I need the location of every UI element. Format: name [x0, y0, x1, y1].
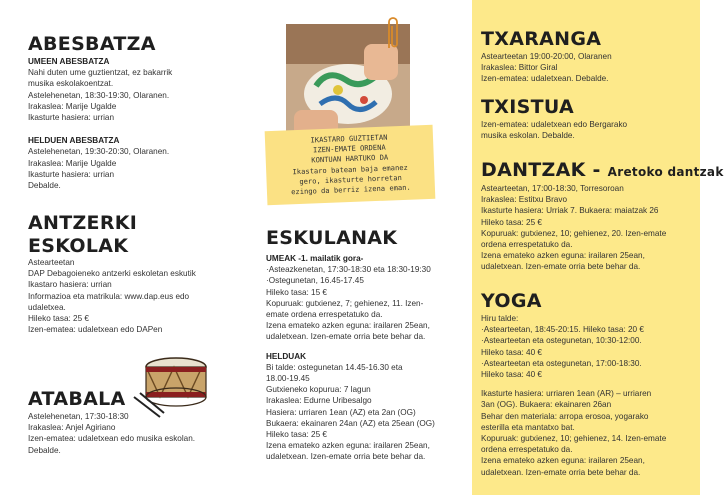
eskulanak-line: udaletxean. Izen-emate orria bete behar da. [266, 452, 426, 462]
yoga-line: 3an (OG). Bukaera: ekainaren 26an [481, 400, 612, 410]
yoga-line: Hileko tasa: 40 € [481, 370, 542, 380]
eskulanak-line: Bukaera: ekainaren 24an (AZ) eta 25ean (OG) [266, 418, 435, 428]
txaranga-heading: TXARANGA [481, 28, 602, 50]
yoga-line: esterilla eta mantatxo bat. [481, 422, 575, 432]
dantzak-title: DANTZAK - [481, 159, 601, 181]
dantzak-line: Kopuruak: gutxienez, 10; gehienez, 20. Izen-emate [481, 228, 667, 238]
yoga-heading: YOGA [481, 290, 542, 312]
txistua-heading: TXISTUA [481, 96, 574, 118]
abesbatza-section [28, 56, 172, 191]
dantzak-line: udaletxean. Izen-emate orria bete behar da. [481, 262, 641, 272]
eskulanak-line: Kopuruak: gutxienez, 7; gehienez, 11. Izen- [266, 298, 424, 308]
yoga-line: Izena emateko azken eguna: irailaren 25ean, [481, 456, 645, 466]
atabala-line: Irakaslea: Anjel Agiriano [28, 423, 116, 433]
txaranga-line: Izen-ematea: udaletxean. Debalde. [481, 74, 609, 84]
yoga-line: ·Astearteetan, 18:45-20:15. Hileko tasa: 20 € [481, 325, 644, 335]
abesbatza-line: Nahi duten ume guztientzat, ez bakarrik [28, 68, 173, 78]
eskulanak-line: ·Ostegunetan, 16.45-17.45 [266, 276, 364, 286]
umeen-abesbatza-title: UMEEN ABESBATZA [28, 57, 110, 66]
antzerki-line: DAP Debagoieneko antzerki eskoletan eskutik [28, 269, 196, 279]
eskulanak-line: udaletxean. Izen-emate orria bete behar da. [266, 332, 426, 342]
abesbatza-line: Irakaslea: Marije Ugalde [28, 101, 117, 111]
dantzak-line: Izena emateko azken eguna: irailaren 25ean, [481, 251, 645, 261]
antzerki-line: udaletxea. [28, 302, 66, 312]
yoga-line: Hiru talde: [481, 314, 519, 323]
dantzak-line: Astearteetan, 17:00-18:30, Torresoroan [481, 184, 624, 193]
eskulanak-section [266, 253, 435, 463]
yoga-line: Behar den materiala: arropa erosoa, yogarako [481, 411, 649, 421]
registration-note [265, 125, 436, 205]
abesbatza-line: Ikasturte hasiera: urrian [28, 169, 115, 179]
eskulanak-line: ·Asteazkenetan, 17:30-18:30 eta 18:30-19:30 [266, 265, 431, 275]
eskulanak-line: Bi talde: ostegunetan 14.45-16.30 eta [266, 362, 403, 372]
txistua-section [481, 119, 627, 141]
yoga-line: ·Astearteetan eta ostegunetan, 17:00-18:30. [481, 358, 642, 368]
yoga-line: udaletxean. Izen-emate orria bete behar da. [481, 467, 641, 477]
antzerki-section [28, 257, 196, 335]
umeak-title: UMEAK -1. mailatik gora- [266, 254, 364, 263]
antzerki-heading-line1: ANTZERKI [28, 212, 138, 234]
txistua-line: musika eskolan. Debalde. [481, 131, 575, 141]
atabala-line: Debalde. [28, 445, 61, 455]
yoga-line: Ikasturte hasiera: urriaren 1ean (AR) – urriaren [481, 389, 652, 399]
note-line: KONTUAN HARTUKO DA [311, 152, 389, 165]
antzerki-line: Hileko tasa: 25 € [28, 314, 89, 324]
dantzak-section [481, 183, 666, 273]
txistua-line: Izen-ematea: udaletxean edo Bergarako [481, 120, 628, 129]
abesbatza-line: Debalde. [28, 181, 61, 191]
eskulanak-line: Hileko tasa: 15 € [266, 287, 327, 297]
abesbatza-line: musika eskolakoentzat. [28, 79, 114, 89]
eskulanak-line: Irakaslea: Edurne Uribesalgo [266, 396, 372, 406]
yoga-line: Kopuruak: gutxienez, 10; gehienez, 14. Izen-emate [481, 434, 667, 444]
drum-illustration [130, 345, 210, 425]
eskulanak-heading: ESKULANAK [266, 227, 398, 249]
yoga-line: ·Astearteetan eta ostegunetan, 10:30-12:00. [481, 336, 642, 346]
antzerki-line: Izen-ematea: udaletxean edo DAPen [28, 325, 163, 335]
eskulanak-line: 18.00-19.45 [266, 374, 310, 384]
dantzak-line: Hileko tasa: 25 € [481, 217, 542, 227]
txaranga-line: Irakaslea: Bittor Giral [481, 63, 558, 73]
yoga-line: ordena errespetatuko da. [481, 445, 573, 455]
antzerki-line: Ikastaro hasiera: urrian [28, 280, 112, 290]
abesbatza-line: Astelehenetan, 19:30-20:30, Olaranen. [28, 147, 170, 157]
eskulanak-line: Gutxieneko kopurua: 7 lagun [266, 385, 371, 395]
abesbatza-line: Astelehenetan, 18:30-19:30, Olaranen. [28, 90, 170, 100]
eskulanak-line: Izena emateko azken eguna: irailaren 25ean, [266, 441, 430, 451]
note-line: IKASTARO GUZTIETAN [310, 132, 388, 145]
yoga-section [481, 313, 666, 478]
abesbatza-line: Ikasturte hasiera: urrian [28, 113, 115, 123]
helduen-abesbatza-title: HELDUEN ABESBATZA [28, 136, 120, 146]
note-line: IZEN-EMATE ORDENA [312, 142, 386, 155]
eskulanak-line: Hileko tasa: 25 € [266, 430, 327, 440]
helduak-title: HELDUAK [266, 351, 307, 361]
dantzak-subtitle: Aretoko dantzak [607, 165, 724, 179]
atabala-line: Astelehenetan, 17:30-18:30 [28, 412, 129, 421]
abesbatza-heading: ABESBATZA [28, 33, 156, 55]
eskulanak-line: Hasiera: urriaren 1ean (AZ) eta 2an (OG) [266, 407, 416, 417]
dantzak-line: ordena errespetatuko da. [481, 240, 573, 250]
dantzak-line: Ikasturte hasiera: Urriak 7. Bukaera: maiatzak 26 [481, 206, 659, 216]
yoga-line: Hileko tasa: 40 € [481, 347, 542, 357]
dantzak-line: Irakaslea: Estitxu Bravo [481, 195, 568, 205]
txaranga-section [481, 51, 612, 85]
atabala-line: Izen-ematea: udaletxean edo musika eskolan. [28, 434, 196, 444]
antzerki-heading-line2: ESKOLAK [28, 235, 129, 257]
eskulanak-line: Izena emateko azken eguna: irailaren 25ean, [266, 321, 430, 331]
txaranga-line: Astearteetan 19:00-20:00, Olaranen [481, 52, 612, 61]
atabala-heading: ATABALA [28, 388, 126, 410]
abesbatza-line: Irakaslea: Marije Ugalde [28, 158, 117, 168]
note-line: ezingo da berriz izena eman. [291, 182, 411, 197]
note-line: gero, ikasturte horretan [299, 172, 402, 186]
eskulanak-line: emate ordena errespetatuko da. [266, 310, 383, 320]
paperclip-icon [383, 14, 403, 52]
dantzak-heading [481, 159, 724, 181]
antzerki-line: Astearteetan [28, 258, 75, 267]
note-line: Ikastaro batean baja emanez [292, 162, 408, 176]
antzerki-line: Informazioa eta matrikula: www.dap.eus edo [28, 291, 190, 301]
